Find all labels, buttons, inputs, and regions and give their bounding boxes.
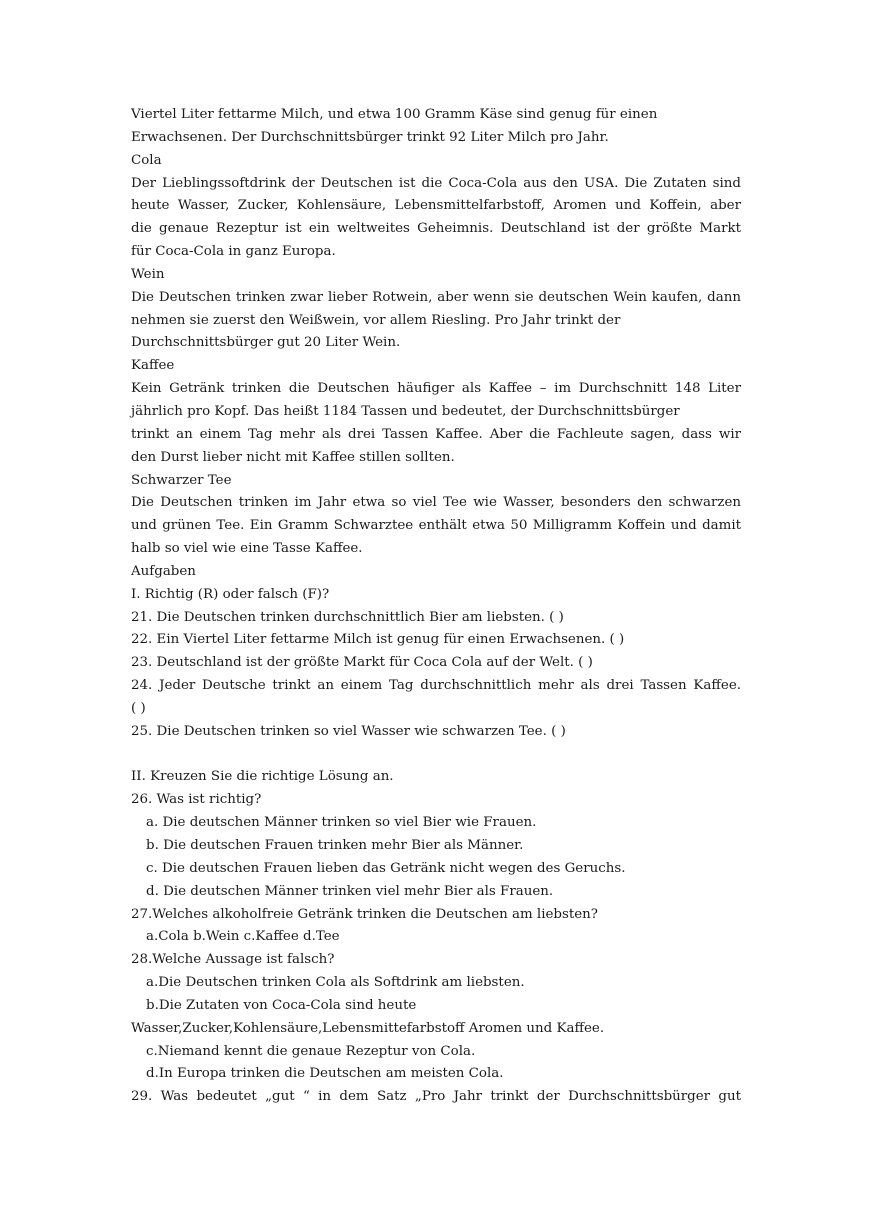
text-line: die genaue Rezeptur ist ein weltweites Geheimnis. Deutschland ist der größte Markt — [131, 221, 741, 237]
text-line: c.Niemand kennt die genaue Rezeptur von Cola. — [146, 1043, 476, 1059]
text-line: trinkt an einem Tag mehr als drei Tassen Kaffee. Aber die Fachleute sagen, dass wir — [131, 426, 741, 442]
text-line: b. Die deutschen Frauen trinken mehr Bier als Männer. — [146, 838, 524, 853]
text-line: Die Deutschen trinken im Jahr etwa so viel Tee wie Wasser, besonders den schwarzen — [131, 495, 741, 511]
text-line: 24. Jeder Deutsche trinkt an einem Tag durchschnittlich mehr als drei Tassen Kaffee. — [131, 678, 741, 694]
text-line: 26. Was ist richtig? — [131, 792, 262, 808]
text-line: b.Die Zutaten von Coca-Cola sind heute — [146, 997, 417, 1013]
text-line: 23. Deutschland ist der größte Markt für Coca Cola auf der Welt. ( ) — [131, 655, 593, 671]
text-line: Kaffee — [131, 358, 175, 374]
text-line: d. Die deutschen Männer trinken viel mehr Bier als Frauen. — [146, 883, 554, 899]
document-page — [131, 104, 741, 1109]
blank-line — [131, 744, 741, 767]
text-line: Schwarzer Tee — [131, 472, 232, 488]
text-line: c. Die deutschen Frauen lieben das Getränk nicht wegen des Geruchs. — [146, 860, 626, 876]
text-line: jährlich pro Kopf. Das heißt 1184 Tassen und bedeutet, der Durchschnittsbürger — [131, 403, 680, 419]
text-line: a.Cola b.Wein c.Kaffee d.Tee — [146, 929, 340, 945]
text-line: d.In Europa trinken die Deutschen am meisten Cola. — [146, 1066, 504, 1082]
text-line: den Durst lieber nicht mit Kaffee stillen sollten. — [131, 449, 455, 465]
text-line: nehmen sie zuerst den Weißwein, vor allem Riesling. Pro Jahr trinkt der — [131, 312, 621, 328]
text-line: a.Die Deutschen trinken Cola als Softdrink am liebsten. — [146, 975, 525, 991]
text-line: 27.Welches alkoholfreie Getränk trinken die Deutschen am liebsten? — [131, 906, 598, 922]
text-line: 29. Was bedeutet „gut “ in dem Satz „Pro Jahr trinkt der Durchschnittsbürger gut — [131, 1089, 741, 1105]
text-line: Kein Getränk trinken die Deutschen häufiger als Kaffee – im Durchschnitt 148 Liter — [131, 381, 741, 397]
text-line: Wein — [131, 266, 165, 282]
text-line: 28.Welche Aussage ist falsch? — [131, 952, 335, 968]
text-line: Wasser,Zucker,Kohlensäure,Lebensmittefarbstoff Aromen und Kaffee. — [131, 1020, 605, 1036]
text-line: 21. Die Deutschen trinken durchschnittlich Bier am liebsten. ( ) — [131, 609, 564, 625]
text-line: Der Lieblingssoftdrink der Deutschen ist die Coca-Cola aus den USA. Die Zutaten sind — [131, 175, 741, 191]
text-line: für Coca-Cola in ganz Europa. — [131, 244, 336, 260]
text-line: Viertel Liter fettarme Milch, und etwa 100 Gramm Käse sind genug für einen — [131, 107, 658, 122]
text-line: II. Kreuzen Sie die richtige Lösung an. — [131, 769, 394, 785]
text-line: und grünen Tee. Ein Gramm Schwarztee enthält etwa 50 Milligramm Koffein und damit — [131, 518, 741, 534]
text-line: Durchschnittsbürger gut 20 Liter Wein. — [131, 335, 401, 351]
text-line: 25. Die Deutschen trinken so viel Wasser wie schwarzen Tee. ( ) — [131, 723, 566, 739]
text-line: Aufgaben — [131, 563, 196, 579]
text-line: a. Die deutschen Männer trinken so viel Bier wie Frauen. — [146, 815, 537, 831]
text-line: I. Richtig (R) oder falsch (F)? — [131, 586, 330, 602]
text-line: 22. Ein Viertel Liter fettarme Milch ist genug für einen Erwachsenen. ( ) — [131, 632, 625, 648]
text-line: ( ) — [131, 700, 146, 716]
text-line: heute Wasser, Zucker, Kohlensäure, Lebensmittelfarbstoff, Aromen und Koffein, aber — [131, 198, 741, 214]
text-line: Cola — [131, 152, 162, 168]
text-line: Die Deutschen trinken zwar lieber Rotwein, aber wenn sie deutschen Wein kaufen, dann — [131, 289, 741, 305]
text-line: halb so viel wie eine Tasse Kaffee. — [131, 541, 363, 557]
text-line: Erwachsenen. Der Durchschnittsbürger trinkt 92 Liter Milch pro Jahr. — [131, 129, 609, 145]
